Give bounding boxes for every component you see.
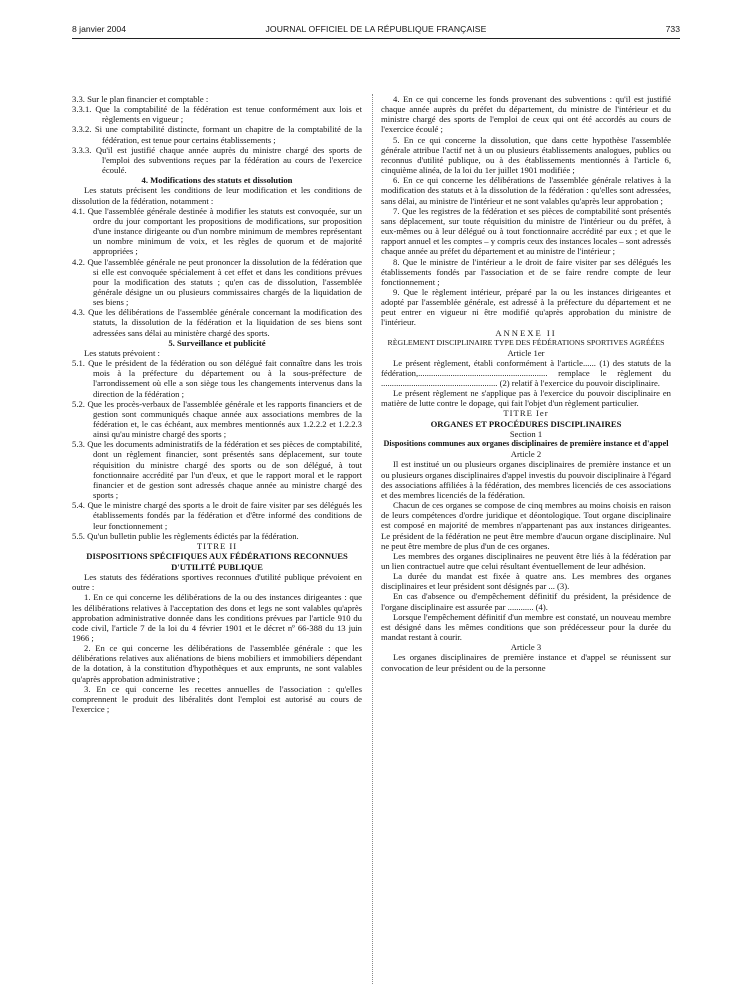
right-paragraph-15: Article 2 (510, 449, 542, 460)
right-paragraph-19: La durée du mandat est fixée à quatre ans. Les membres des organes disciplinaires et leur président sont désignés par ... (3). (381, 571, 671, 592)
right-paragraph-13: Section 1 (509, 429, 543, 440)
left-paragraph-9: 5. Surveillance et publicité (168, 337, 266, 348)
right-paragraph-4: 8. Que le ministre de l'intérieur a le droit de faire visiter par ses délégués les établissements fondés par l'association et de se faire rendre compte de leur fonctionnement ; (381, 256, 671, 287)
right-paragraph-0: 4. En ce qui concerne les fonds provenant des subventions : qu'il est justifié chaque année auprès du préfet du département, du ministre de l'intérieur et du ministre chargé des sports de l'emploi de ceux qui ont été accordés au cours de l'exercice écoulé ; (381, 94, 671, 135)
right-paragraph-2: 6. En ce qui concerne les délibérations de l'assemblée générale relatives à la modification des statuts et à la dissolution de la fédération : qu'elles sont adressées, sans délai, au ministre de l'intérieur et ne sont valables qu'après leur approbation ; (381, 175, 671, 206)
right-paragraph-20: En cas d'absence ou d'empêchement définitif du président, la présidence de l'organe disciplinaire est assurée par ............ (4). (381, 591, 671, 612)
right-paragraph-16: Il est institué un ou plusieurs organes disciplinaires de première instance et un ou plusieurs organes disciplinaires d'appel investis du pouvoir disciplinaire à l'égard des associations affiliées à la fédération, des membres licenciés de ces associations et des membres licenciés de la fédération. (381, 459, 671, 500)
right-paragraph-3: 7. Que les registres de la fédération et ses pièces de comptabilité sont présentés sans déplacement, sur toute réquisition du ministre de l'intérieur ou du préfet, à eux-mêmes ou à leur délégué ou à tout fonctionnaire accrédité par eux ; et que le rapport annuel et les comptes – y compris ceux des instances locales – sont adressés chaque année au préfet du département et au ministre de l'intérieur ; (381, 205, 671, 257)
left-paragraph-10: Les statuts prévoient : (84, 347, 160, 358)
right-paragraph-11: TITRE Ier (503, 408, 549, 419)
right-paragraph-18: Les membres des organes disciplinaires ne peuvent être liés à la fédération par un lien contractuel autre que celui résultant éventuellement de leur adhésion. (381, 550, 671, 572)
page-number: 733 (665, 24, 680, 34)
right-paragraph-10: Le présent règlement ne s'applique pas à l'exercice du pouvoir disciplinaire en matière de lutte contre le dopage, qui fait l'objet d'un règlement particulier. (381, 388, 671, 409)
right-paragraph-23: Les organes disciplinaires de première instance et d'appel se réunissent sur convocation de leur président ou de la personne (381, 652, 671, 673)
right-paragraph-6: ANNEXE II (495, 327, 557, 338)
right-paragraph-7: RÈGLEMENT DISCIPLINAIRE TYPE DES FÉDÉRATIONS SPORTIVES AGRÉÉES (387, 337, 665, 347)
left-paragraph-8: 4.3. Que les délibérations de l'assemblée générale concernant la modification des statuts, la dissolution de la fédération et la liquidation de ses biens sont adressées sans délai au ministère chargé des sports. (72, 307, 362, 338)
right-paragraph-21: Lorsque l'empêchement définitif d'un membre est constaté, un nouveau membre est désigné dans les mêmes conditions que son prédécesseur pour la durée du mandat restant à courir. (381, 611, 671, 643)
left-paragraph-6: 4.1. Que l'assemblée générale destinée à modifier les statuts est convoquée, sur un ordre du jour comportant les propositions de modifications, sur proposition d'une instance dirigeante ou d'un nombre minimum de membres représentant un nombre minimum de voix, et les règles de quorum et de majorité appropriées ; (72, 205, 362, 257)
left-paragraph-2: 3.3.2. Si une comptabilité distincte, formant un chapitre de la comptabilité de la fédération, est tenue pour certains établissements ; (72, 124, 362, 145)
left-paragraph-3: 3.3.3. Qu'il est justifié chaque année auprès du ministre chargé des sports de l'emploi des subventions reçues par la fédération au cours de l'exercice écoulé. (72, 144, 362, 176)
left-paragraph-13: 5.3. Que les documents administratifs de la fédération et ses pièces de comptabilité, dont un règlement financier, sont présentés sans déplacement, sur toute réquisition du ministre chargé des sports ou de son délégué, à tout fonctionnaire accrédité par l'un d'eux, et que le rapport moral et le rapport financier et de gestion sont adressés chaque année au ministre chargé des sports ; (72, 439, 362, 501)
left-paragraph-11: 5.1. Que le président de la fédération ou son délégué fait connaître dans les trois mois à la préfecture du département ou à la sous-préfecture de l'arrondissement où elle a son siège tous les changements intervenus dans la direction de la fédération ; (72, 358, 362, 399)
right-paragraph-14: Dispositions communes aux organes disciplinaires de première instance et d'appel (383, 439, 669, 449)
left-column (72, 94, 362, 984)
left-paragraph-17: DISPOSITIONS SPÉCIFIQUES AUX FÉDÉRATIONS RECONNUES D'UTILITÉ PUBLIQUE (86, 551, 348, 572)
left-paragraph-15: 5.5. Qu'un bulletin publie les règlements édictés par la fédération. (72, 530, 299, 541)
left-paragraph-4: 4. Modifications des statuts et dissolution (141, 175, 293, 186)
journal-title: JOURNAL OFFICIEL DE LA RÉPUBLIQUE FRANÇAISE (265, 24, 487, 34)
right-column (381, 94, 671, 984)
left-paragraph-5: Les statuts précisent les conditions de leur modification et les conditions de dissolution de la fédération, notamment : (72, 185, 362, 206)
left-paragraph-19: 1. En ce qui concerne les délibérations de la ou des instances dirigeantes : que les délibérations relatives à l'acceptation des dons et legs ne sont valables qu'après approbation administrative donnée dans les conditions prévues par l'article 910 du code civil, l'article 7 de la loi du 4 février 1901 et le décret nº 66-388 du 13 juin 1966 ; (72, 592, 362, 643)
right-paragraph-8: Article 1er (507, 347, 545, 358)
left-paragraph-16: TITRE II (196, 540, 238, 551)
left-paragraph-12: 5.2. Que les procès-verbaux de l'assemblée générale et les rapports financiers et de gestion sont communiqués chaque année aux associations membres de la fédération et, le cas échéant, aux membres mentionnés aux 1.2.2.2 et 1.2.2.3 ainsi qu'au ministre chargé des sports ; (72, 398, 362, 440)
header-date: 8 janvier 2004 (72, 24, 126, 34)
right-paragraph-22: Article 3 (510, 642, 542, 653)
page-header (72, 22, 680, 38)
left-paragraph-14: 5.4. Que le ministre chargé des sports a le droit de faire visiter par ses délégués les établissements fondés par la fédération et d'être informé des conditions de leur fonctionnement ; (72, 500, 362, 531)
left-paragraph-21: 3. En ce qui concerne les recettes annuelles de l'association : qu'elles comprennent le produit des libéralités dont l'emploi est autorisé au cours de l'exercice ; (72, 683, 362, 715)
right-paragraph-1: 5. En ce qui concerne la dissolution, que dans cette hypothèse l'assemblée générale attribue l'actif net à un ou plusieurs établissements analogues, publics ou reconnus d'utilité publique, ou à des établissements mentionnés à l'article 6, cinquième alinéa, de la loi du 1er juillet 1901 modifiée ; (381, 134, 671, 176)
left-paragraph-1: 3.3.1. Que la comptabilité de la fédération est tenue conformément aux lois et règlements en vigueur ; (72, 104, 362, 125)
left-paragraph-18: Les statuts des fédérations sportives reconnues d'utilité publique prévoient en outre : (72, 572, 362, 593)
left-paragraph-20: 2. En ce qui concerne les délibérations de l'assemblée générale : que les délibérations relatives aux aliénations de biens mobiliers et immobiliers dépendant de la dotation, à la constitution d'hypothèques et aux emprunts, ne sont valables qu'après approbation administrative ; (72, 643, 362, 684)
right-paragraph-12: ORGANES ET PROCÉDURES DISCIPLINAIRES (430, 418, 622, 429)
header-rule (72, 38, 680, 39)
right-paragraph-9: Le présent règlement, établi conformément à l'article...... (1) des statuts de la fédération,............................................................ remplace le règlement du ...................................................... (2) relatif à l'exercice du pouvoir disciplinaire. (381, 357, 671, 389)
right-paragraph-5: 9. Que le règlement intérieur, préparé par la ou les instances dirigeantes et adopté par l'assemblée générale, est adressé à la préfecture du département et ne peut entrer en vigueur ni être modifié qu'après approbation du ministre de l'intérieur. (381, 286, 671, 328)
left-paragraph-7: 4.2. Que l'assemblée générale ne peut prononcer la dissolution de la fédération que si elle est convoquée spécialement à cet effet et dans les conditions prévues pour la modification des statuts ; qu'en cas de dissolution, l'assemblée générale désigne un ou plusieurs commissaires chargés de la liquidation de ses biens ; (72, 256, 362, 308)
column-divider (372, 94, 373, 984)
right-paragraph-17: Chacun de ces organes se compose de cinq membres au moins choisis en raison de leurs compétences d'ordre juridique et déontologique. Tout organe disciplinaire est composé en majorité de membres n'appartenant pas aux instances dirigeantes. Le président de la fédération ne peut être membre d'aucun organe disciplinaire. Nul ne peut être membre de plus d'un de ces organes. (381, 500, 671, 551)
left-paragraph-0: 3.3. Sur le plan financier et comptable : (72, 94, 209, 104)
